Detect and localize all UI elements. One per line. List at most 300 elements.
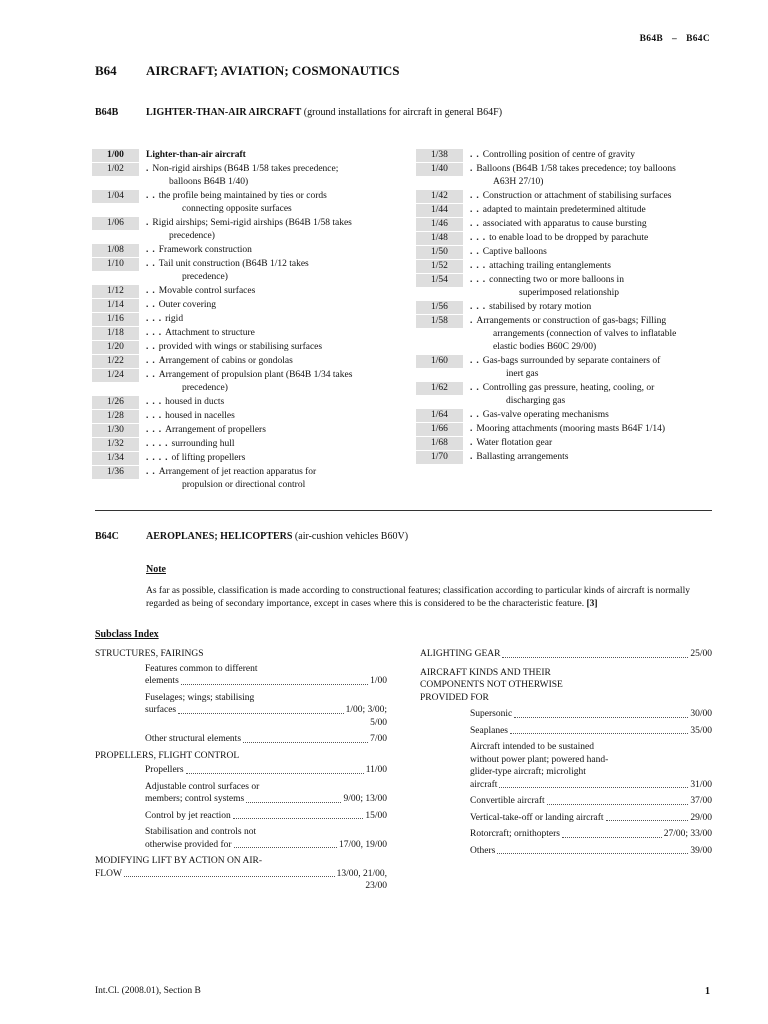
page-range-header <box>640 33 710 46</box>
group-title-text: to enable load to be dropped by parachute <box>489 233 649 243</box>
group-title-text: Arrangement of propulsion plant (B64B 1/34 takes <box>158 370 353 380</box>
hierarchy-dots: .. <box>470 219 483 229</box>
group-title-text: Rigid airships; Semi-rigid airships (B64B 1/58 takes <box>152 218 352 228</box>
group-row <box>416 163 716 189</box>
group-row <box>416 301 716 314</box>
hierarchy-dots: . <box>470 316 477 326</box>
b64b-groups-left <box>92 149 382 493</box>
subclass-index-right <box>420 645 712 861</box>
group-title <box>146 327 382 340</box>
group-title <box>470 149 716 162</box>
group-title-line: precedence) <box>182 383 228 393</box>
group-title-text: Controlling position of centre of gravity <box>482 150 635 160</box>
range-to: B64C <box>686 34 710 44</box>
index-entry-ref: 1/00 <box>370 676 387 686</box>
group-row <box>92 438 382 451</box>
group-title-text: housed in nacelles <box>165 411 235 421</box>
index-entry <box>470 741 712 791</box>
index-entry-text: elements <box>145 676 179 686</box>
range-from: B64B <box>639 34 664 44</box>
group-row <box>416 451 716 464</box>
class-title: AIRCRAFT; AVIATION; COSMONAUTICS <box>146 63 400 78</box>
group-row <box>416 382 716 408</box>
hierarchy-dots: .. <box>470 191 483 201</box>
group-title <box>146 163 382 189</box>
hierarchy-dots: ... <box>146 411 166 421</box>
index-entry-text: Supersonic <box>470 709 513 719</box>
group-title-line: arrangements (connection of valves to inflatable <box>493 329 677 339</box>
hierarchy-dots: ... <box>146 328 166 338</box>
index-entry-text: Others <box>470 845 496 856</box>
index-entry-lead <box>470 708 712 721</box>
group-code: 1/08 <box>92 244 139 257</box>
index-entry-text: otherwise provided for <box>145 839 232 850</box>
group-row <box>92 313 382 326</box>
index-entry <box>145 692 387 730</box>
group-title-text: Captive balloons <box>482 247 547 257</box>
index-heading: PROVIDED FOR <box>420 692 489 703</box>
leader-dots <box>234 847 337 848</box>
hierarchy-dots: .. <box>470 150 483 160</box>
group-title-line: propulsion or directional control <box>182 480 306 490</box>
group-title <box>470 423 716 436</box>
group-title-text: Tail unit construction (B64B 1/12 takes <box>158 259 309 269</box>
group-title <box>470 315 716 354</box>
group-code: 1/52 <box>416 260 463 273</box>
group-title-text: Arrangements or construction of gas-bags; Filling <box>476 316 667 326</box>
group-title-text: Arrangement of jet reaction apparatus for <box>158 467 317 477</box>
group-code: 1/62 <box>416 382 463 395</box>
hierarchy-dots: . <box>146 164 153 174</box>
note-text <box>146 585 712 611</box>
group-title <box>146 396 382 409</box>
group-title <box>470 232 716 245</box>
group-title-line: A63H 27/10) <box>493 177 544 187</box>
group-code: 1/58 <box>416 315 463 328</box>
leader-dots <box>606 820 689 821</box>
group-title-line: balloons B64B 1/40) <box>169 177 249 187</box>
group-title <box>470 246 716 259</box>
group-title <box>470 409 716 422</box>
group-code: 1/60 <box>416 355 463 368</box>
group-title <box>146 466 382 492</box>
group-title-text: Framework construction <box>158 245 252 255</box>
group-title-text: Outer covering <box>158 300 216 310</box>
group-code: 1/50 <box>416 246 463 259</box>
leader-dots <box>246 802 341 803</box>
index-entry-ref: 31/00 <box>690 779 712 790</box>
index-entry-line: Features common to different <box>145 663 258 674</box>
index-entry-ref: 37/00 <box>690 796 712 806</box>
group-title-line: discharging gas <box>506 396 566 406</box>
index-entry-ref: 7/00 <box>370 734 387 744</box>
hierarchy-dots: .... <box>146 439 172 449</box>
index-entry-lead <box>470 795 712 808</box>
hierarchy-dots: .. <box>470 205 483 215</box>
group-title <box>470 260 716 273</box>
b64b-groups-right <box>416 149 716 465</box>
index-heading: STRUCTURES, FAIRINGS <box>95 649 204 659</box>
index-entry <box>470 812 712 825</box>
hierarchy-dots: . <box>470 424 477 434</box>
group-code: 1/16 <box>92 313 139 326</box>
group-title-line: precedence) <box>169 231 215 241</box>
group-code: 1/18 <box>92 327 139 340</box>
group-title <box>470 204 716 217</box>
index-entry-text: surfaces <box>145 705 177 715</box>
group-code: 1/00 <box>92 149 139 162</box>
group-title <box>146 410 382 423</box>
group-title-text: Non-rigid airships (B64B 1/58 takes precedence; <box>152 164 339 174</box>
group-row <box>416 423 716 436</box>
hierarchy-dots: . <box>470 164 477 174</box>
group-title-text: Attachment to structure <box>165 328 255 338</box>
index-entry-ref-cont: 5/00 <box>370 717 387 728</box>
index-entry-lead <box>470 725 712 738</box>
group-title <box>146 424 382 437</box>
group-title-text: Balloons (B64B 1/58 takes precedence; toy balloons <box>476 164 676 174</box>
hierarchy-dots: . <box>470 452 477 462</box>
index-entry-line: without power plant; powered hand- <box>470 754 609 765</box>
hierarchy-dots: . <box>146 218 153 228</box>
index-entry-ref: 15/00 <box>365 810 387 821</box>
group-code: 1/14 <box>92 299 139 312</box>
hierarchy-dots: .. <box>146 245 159 255</box>
index-entry-ref: 30/00 <box>690 709 712 719</box>
group-title <box>146 355 382 368</box>
group-title <box>470 190 716 203</box>
hierarchy-dots: ... <box>470 302 490 312</box>
group-title <box>146 190 382 216</box>
group-row <box>92 299 382 312</box>
group-row <box>416 315 716 354</box>
subclass-title-rest: (air-cushion vehicles B60V) <box>292 531 409 542</box>
note-ref: [3] <box>586 599 598 609</box>
leader-dots <box>243 742 368 743</box>
leader-dots <box>186 773 364 774</box>
hierarchy-dots: .. <box>146 286 159 296</box>
group-code: 1/44 <box>416 204 463 217</box>
hierarchy-dots: ... <box>470 233 490 243</box>
hierarchy-dots: .. <box>146 259 159 269</box>
group-code: 1/04 <box>92 190 139 203</box>
footer-classification: Int.Cl. (2008.01), Section B <box>95 986 201 996</box>
index-entry-ref: 17/00, 19/00 <box>338 839 387 850</box>
group-row <box>92 396 382 409</box>
group-title <box>470 382 716 408</box>
index-entry <box>470 795 712 808</box>
hierarchy-dots: .. <box>146 356 159 366</box>
leader-dots <box>181 684 368 685</box>
group-row <box>92 327 382 340</box>
group-code: 1/46 <box>416 218 463 231</box>
hierarchy-dots: . <box>470 438 477 448</box>
group-row <box>92 452 382 465</box>
group-title-text: surrounding hull <box>171 439 235 449</box>
group-title <box>146 285 382 298</box>
leader-dots <box>562 837 662 838</box>
leader-dots <box>514 717 688 718</box>
group-row <box>416 274 716 300</box>
group-code: 1/70 <box>416 451 463 464</box>
index-entry-lead <box>145 675 387 688</box>
index-entry-text: FLOW <box>95 868 122 879</box>
group-row <box>416 409 716 422</box>
group-title-text: Arrangement of propellers <box>165 425 266 435</box>
leader-dots <box>233 818 364 819</box>
hierarchy-dots: .. <box>146 467 159 477</box>
group-title-text: Controlling gas pressure, heating, cooling, or <box>482 383 655 393</box>
subclass-index-left <box>95 645 387 893</box>
index-entry-ref: 27/00; 33/00 <box>663 829 712 839</box>
group-title-text: provided with wings or stabilising surfaces <box>158 342 323 352</box>
group-code: 1/24 <box>92 369 139 382</box>
index-heading: AIRCRAFT KINDS AND THEIR <box>420 667 551 678</box>
index-entry-lead <box>145 733 387 746</box>
index-entry-lead <box>145 793 387 806</box>
hierarchy-dots: ... <box>146 425 166 435</box>
group-title-text: associated with apparatus to cause bursting <box>482 219 647 229</box>
index-entry-text: Control by jet reaction <box>145 810 231 821</box>
index-heading: PROPELLERS, FLIGHT CONTROL <box>95 750 240 761</box>
subclass-code-b64b: B64B <box>95 107 119 118</box>
group-code: 1/20 <box>92 341 139 354</box>
index-entry-text: ALIGHTING GEAR <box>420 649 501 659</box>
index-entry-lead <box>145 764 387 777</box>
note-body: As far as possible, classification is made according to constructional features; classification according to particular kinds of aircraft is normally regarded as being of secondary importance, except in cases where this is considered to be the characteristic feature. <box>146 586 690 609</box>
group-title-line: precedence) <box>182 272 228 282</box>
leader-dots <box>547 804 689 805</box>
index-heading: COMPONENTS NOT OTHERWISE <box>420 680 563 690</box>
index-entry <box>470 725 712 738</box>
group-title-line: connecting opposite surfaces <box>182 204 292 214</box>
group-code: 1/34 <box>92 452 139 465</box>
group-row <box>92 355 382 368</box>
leader-dots <box>510 733 688 734</box>
index-entry <box>470 708 712 721</box>
group-title <box>146 313 382 326</box>
index-heading <box>420 648 712 661</box>
index-entry-text: Convertible aircraft <box>470 796 545 806</box>
group-code: 1/22 <box>92 355 139 368</box>
index-entry-ref: 11/00 <box>365 765 387 775</box>
subclass-code-b64c: B64C <box>95 531 119 542</box>
group-row <box>416 149 716 162</box>
page-number: 1 <box>705 986 710 997</box>
index-entry-lead <box>145 839 387 852</box>
index-entry-ref: 25/00 <box>690 649 712 659</box>
group-title-text: of lifting propellers <box>171 453 246 463</box>
group-title-text: Movable control surfaces <box>158 286 256 296</box>
group-title <box>146 341 382 354</box>
group-row <box>416 260 716 273</box>
class-code: B64 <box>95 63 117 78</box>
leader-dots <box>124 876 335 877</box>
hierarchy-dots: .... <box>146 453 172 463</box>
group-title <box>146 217 382 243</box>
group-title-line: inert gas <box>506 369 539 379</box>
hierarchy-dots: ... <box>146 314 166 324</box>
group-code: 1/64 <box>416 409 463 422</box>
group-title-text: connecting two or more balloons in <box>489 275 624 285</box>
group-row <box>92 258 382 284</box>
group-title <box>146 438 382 451</box>
leader-dots <box>497 853 688 854</box>
group-row <box>416 218 716 231</box>
group-title-text: the profile being maintained by ties or cords <box>158 191 327 201</box>
group-title-text: housed in ducts <box>165 397 225 407</box>
group-title <box>470 451 716 464</box>
group-title-text: attaching trailing entanglements <box>489 261 612 271</box>
index-entry <box>145 810 387 823</box>
index-entry <box>145 733 387 746</box>
index-entry-ref: 9/00; 13/00 <box>343 794 387 804</box>
index-entry-ref: 39/00 <box>690 845 712 856</box>
index-entry <box>470 828 712 841</box>
group-row <box>92 163 382 189</box>
group-code: 1/32 <box>92 438 139 451</box>
group-code: 1/48 <box>416 232 463 245</box>
group-title-text: Gas-valve operating mechanisms <box>482 410 609 420</box>
group-title-text: stabilised by rotary motion <box>489 302 592 312</box>
group-title <box>470 163 716 189</box>
index-entry-lead <box>470 779 712 792</box>
group-row <box>416 190 716 203</box>
hierarchy-dots: ... <box>470 275 490 285</box>
index-entry <box>145 663 387 688</box>
group-code: 1/06 <box>92 217 139 230</box>
group-title <box>146 149 382 162</box>
group-title-text: Gas-bags surrounded by separate containers of <box>482 356 661 366</box>
group-row <box>92 190 382 216</box>
group-code: 1/10 <box>92 258 139 271</box>
index-entry-lead <box>145 810 387 823</box>
index-entry-text: members; control systems <box>145 794 245 804</box>
group-title-text: Arrangement of cabins or gondolas <box>158 356 293 366</box>
group-title <box>470 218 716 231</box>
group-row <box>92 244 382 257</box>
index-entry-line: Aircraft intended to be sustained <box>470 742 594 752</box>
index-entry-line: Adjustable control surfaces or <box>145 781 260 792</box>
group-code: 1/36 <box>92 466 139 479</box>
hierarchy-dots: ... <box>470 261 490 271</box>
group-code: 1/30 <box>92 424 139 437</box>
subclass-title-bold: AEROPLANES; HELICOPTERS <box>146 531 293 542</box>
group-title <box>146 299 382 312</box>
group-row <box>92 341 382 354</box>
index-entry <box>470 845 712 858</box>
group-row <box>92 149 382 162</box>
index-entry-text: Vertical-take-off or landing aircraft <box>470 812 604 823</box>
group-code: 1/28 <box>92 410 139 423</box>
hierarchy-dots: .. <box>146 370 159 380</box>
group-title-text: Water flotation gear <box>476 438 553 448</box>
index-entry-ref: 1/00; 3/00; <box>345 705 387 715</box>
group-title <box>146 369 382 395</box>
group-row <box>92 369 382 395</box>
group-row <box>92 424 382 437</box>
index-heading-ref-cont: 23/00 <box>365 881 387 891</box>
index-entry-lead <box>470 828 712 841</box>
subclass-title-bold: LIGHTER-THAN-AIR AIRCRAFT <box>146 107 302 118</box>
group-row <box>416 355 716 381</box>
hierarchy-dots: .. <box>146 191 159 201</box>
group-code: 1/54 <box>416 274 463 287</box>
index-entry-text: Rotorcraft; ornithopters <box>470 829 560 839</box>
index-entry-text: Other structural elements <box>145 734 242 744</box>
index-heading-lead <box>95 868 387 881</box>
index-heading-lead <box>420 648 712 661</box>
hierarchy-dots: .. <box>146 342 159 352</box>
group-title-line: elastic bodies B60C 29/00) <box>493 342 597 352</box>
hierarchy-dots: .. <box>470 356 483 366</box>
group-code: 1/40 <box>416 163 463 176</box>
group-code: 1/12 <box>92 285 139 298</box>
group-row <box>92 410 382 423</box>
group-code: 1/68 <box>416 437 463 450</box>
group-title <box>146 244 382 257</box>
hierarchy-dots: ... <box>146 397 166 407</box>
group-code: 1/66 <box>416 423 463 436</box>
hierarchy-dots: .. <box>470 247 483 257</box>
group-code: 1/42 <box>416 190 463 203</box>
group-title-text: adapted to maintain predetermined altitude <box>482 205 646 215</box>
index-entry <box>145 781 387 806</box>
index-entry-text: Propellers <box>145 765 184 775</box>
group-title-text: rigid <box>165 314 184 324</box>
leader-dots <box>502 657 688 658</box>
group-row <box>92 285 382 298</box>
index-heading: MODIFYING LIFT BY ACTION ON AIR- <box>95 856 263 866</box>
group-code: 1/38 <box>416 149 463 162</box>
group-row <box>416 437 716 450</box>
subclass-title-rest: (ground installations for aircraft in general B64F) <box>301 107 503 118</box>
hierarchy-dots: .. <box>470 383 483 393</box>
group-title <box>470 301 716 314</box>
leader-dots <box>178 713 343 714</box>
index-entry-ref: 29/00 <box>690 812 712 823</box>
index-entry-line: Fuselages; wings; stabilising <box>145 692 255 703</box>
hierarchy-dots: .. <box>146 300 159 310</box>
range-dash: – <box>672 34 678 44</box>
leader-dots <box>499 787 688 788</box>
subclass-title-b64c <box>146 530 408 543</box>
group-title-text: Construction or attachment of stabilising surfaces <box>482 191 672 201</box>
group-row <box>416 246 716 259</box>
group-code: 1/56 <box>416 301 463 314</box>
hierarchy-dots: .. <box>470 410 483 420</box>
note-title: Note <box>146 564 166 575</box>
group-title-text: Mooring attachments (mooring masts B64F 1/14) <box>476 424 666 434</box>
index-entry-lead <box>470 812 712 825</box>
section-divider <box>95 510 712 511</box>
group-title-line: superimposed relationship <box>519 288 619 298</box>
subclass-index-title: Subclass Index <box>95 629 159 640</box>
group-title <box>470 437 716 450</box>
index-entry-ref: 13/00, 21/00, <box>336 868 387 879</box>
group-row <box>92 217 382 243</box>
group-title <box>470 274 716 300</box>
group-row <box>416 204 716 217</box>
index-entry-text: Seaplanes <box>470 725 508 736</box>
index-entry-lead <box>145 704 387 717</box>
group-code: 1/02 <box>92 163 139 176</box>
group-row <box>416 232 716 245</box>
group-row <box>92 466 382 492</box>
group-title <box>146 452 382 465</box>
group-title-text: Ballasting arrangements <box>476 452 569 462</box>
index-entry-line: glider-type aircraft; microlight <box>470 767 586 777</box>
